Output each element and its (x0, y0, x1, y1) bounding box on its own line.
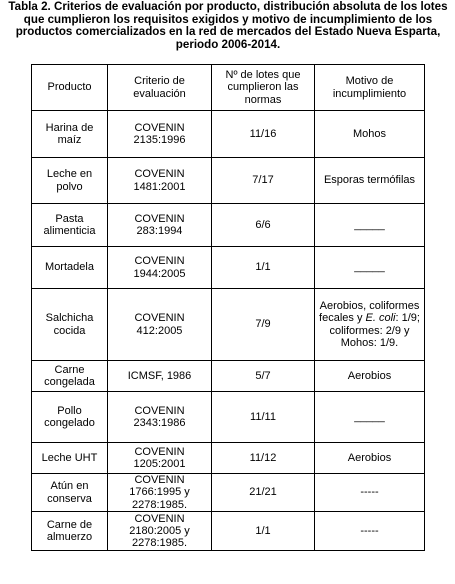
cell-motivo: Aerobios (315, 361, 425, 392)
cell-motivo: ----- (315, 512, 425, 551)
cell-lotes: 7/9 (212, 289, 315, 361)
cell-criterio: COVENIN 2343:1986 (108, 392, 212, 443)
cell-motivo: Esporas termófilas (315, 158, 425, 204)
table-row (32, 512, 425, 551)
table-row (32, 361, 425, 392)
cell-motivo: _____ (315, 204, 425, 247)
motivo-text-start: Aerobios, coliformes fecales y (319, 299, 420, 325)
table-row (32, 443, 425, 474)
cell-motivo: Aerobios (315, 443, 425, 474)
motivo-species-italic: E. coli (365, 312, 396, 325)
cell-motivo: _____ (315, 392, 425, 443)
cell-motivo: _____ (315, 247, 425, 289)
cell-lotes: 11/12 (212, 443, 315, 474)
cell-lotes: 5/7 (212, 361, 315, 392)
cell-criterio: COVENIN 1205:2001 (108, 443, 212, 474)
cell-motivo: ----- (315, 474, 425, 512)
table-row (32, 392, 425, 443)
cell-lotes: 6/6 (212, 204, 315, 247)
cell-producto: Leche en polvo (32, 158, 108, 204)
cell-producto: Pasta alimenticia (32, 204, 108, 247)
cell-producto: Carne de almuerzo (32, 512, 108, 551)
cell-producto: Pollo congelado (32, 392, 108, 443)
cell-producto: Leche UHT (32, 443, 108, 474)
header-criterio: Criterio de evaluación (108, 65, 212, 111)
cell-motivo (315, 289, 425, 361)
cell-criterio: COVENIN 1766:1995 y 2278:1985. (108, 474, 212, 512)
cell-criterio: COVENIN 1481:2001 (108, 158, 212, 204)
cell-lotes: 1/1 (212, 247, 315, 289)
cell-lotes: 7/17 (212, 158, 315, 204)
cell-producto: Atún en conserva (32, 474, 108, 512)
cell-criterio: COVENIN 2135:1996 (108, 111, 212, 158)
cell-producto: Carne congelada (32, 361, 108, 392)
table-row (32, 158, 425, 204)
table-caption: Tabla 2. Criterios de evaluación por producto, distribución absoluta de los lotes que cumplieron los requisitos exigidos y motivo de incumplimiento de los productos comercializados en la red de mercados del Estado Nueva Esparta, periodo 2006-2014. (8, 0, 448, 51)
cell-criterio: COVENIN 283:1994 (108, 204, 212, 247)
table-row (32, 111, 425, 158)
header-producto: Producto (32, 65, 108, 111)
cell-motivo: Mohos (315, 111, 425, 158)
cell-producto: Harina de maíz (32, 111, 108, 158)
motivo-text-end: : 1/9; coliformes: 2/9 y Mohos: 1/9. (329, 312, 420, 349)
table-row (32, 247, 425, 289)
cell-lotes: 1/1 (212, 512, 315, 551)
cell-lotes: 11/16 (212, 111, 315, 158)
cell-criterio: COVENIN 412:2005 (108, 289, 212, 361)
cell-producto: Salchicha cocida (32, 289, 108, 361)
cell-criterio: ICMSF, 1986 (108, 361, 212, 392)
table-header-row (32, 65, 425, 111)
criteria-table (31, 64, 425, 551)
cell-lotes: 21/21 (212, 474, 315, 512)
cell-lotes: 11/11 (212, 392, 315, 443)
table-row (32, 474, 425, 512)
cell-criterio: COVENIN 1944:2005 (108, 247, 212, 289)
cell-criterio: COVENIN 2180:2005 y 2278:1985. (108, 512, 212, 551)
header-lotes: Nº de lotes que cumplieron las normas (212, 65, 315, 111)
header-motivo: Motivo de incumplimiento (315, 65, 425, 111)
cell-producto: Mortadela (32, 247, 108, 289)
table-row (32, 289, 425, 361)
table-row (32, 204, 425, 247)
